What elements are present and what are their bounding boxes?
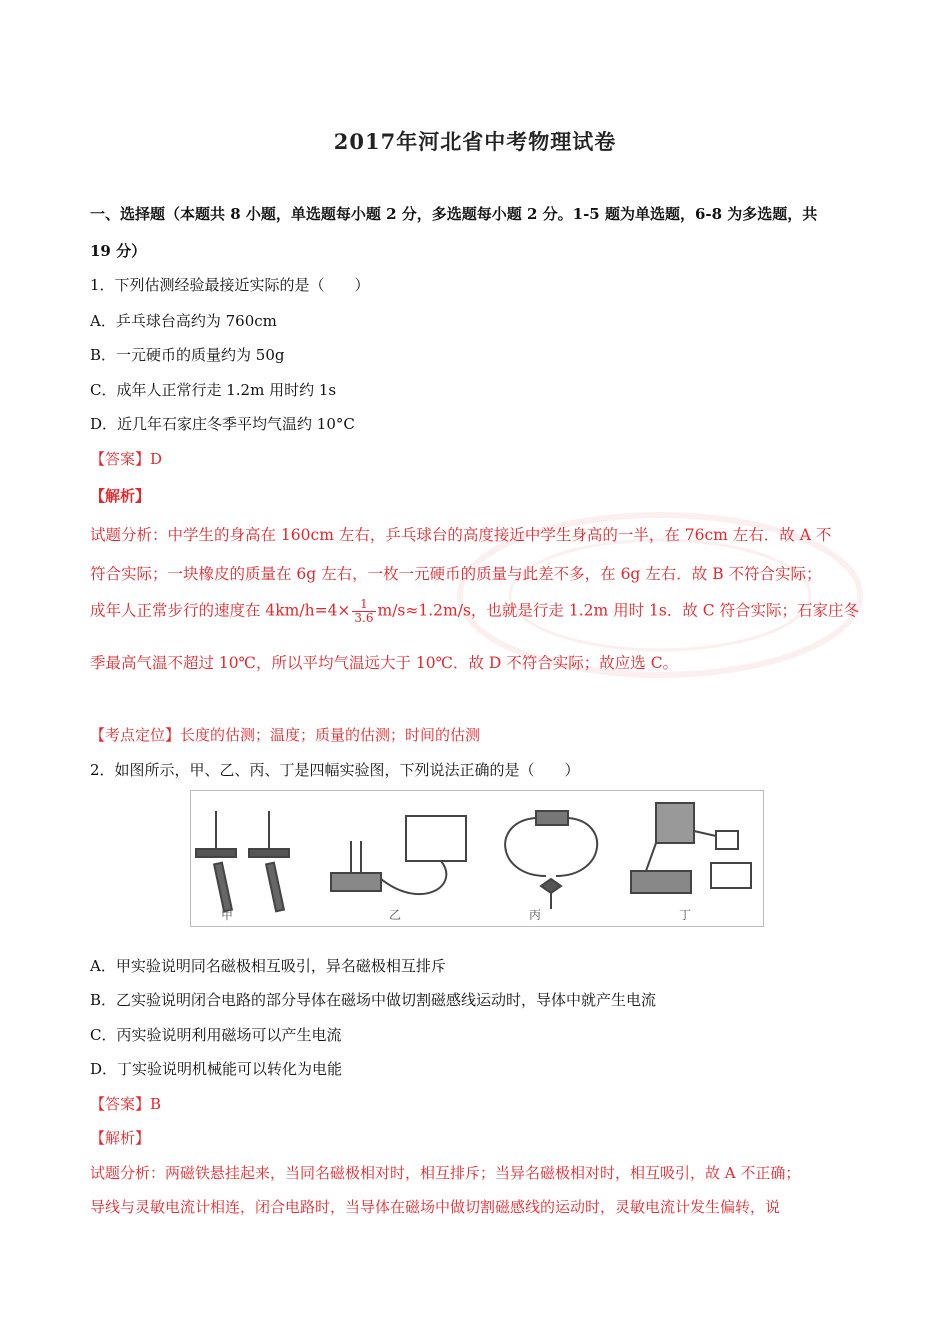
q1-analysis-line: 试题分析：中学生的身高在 160cm 左右，乒乓球台的高度接近中学生身高的一半，在 76cm 左右．故 A 不 (90, 526, 832, 544)
q1-kaodian-label: 【考点定位】 (90, 726, 181, 744)
q1-answer (90, 448, 162, 469)
q2-stem: 2．如图所示，甲、乙、丙、丁是四幅实验图，下列说法正确的是（ ） (90, 761, 580, 779)
q1-analysis-pre: 成年人正常步行的速度在 4km/h=4× (90, 601, 351, 620)
q1-kaodian-text: 长度的估测；温度；质量的估测；时间的估测 (180, 726, 481, 744)
q1-option-a: A．乒乓球台高约为 760cm (90, 312, 277, 330)
q1-answer-value: D (150, 450, 163, 468)
fraction (352, 598, 375, 625)
q2-analysis-label: 【解析】 (90, 1129, 151, 1147)
figure-label-ding: 丁 (679, 908, 692, 922)
q2-option-d: D．丁实验说明机械能可以转化为电能 (90, 1060, 343, 1078)
figure-label-yi: 乙 (389, 908, 402, 922)
q2-option-a: A．甲实验说明同名磁极相互吸引，异名磁极相互排斥 (90, 957, 446, 975)
q2-analysis-line: 试题分析：两磁铁悬挂起来，当同名磁极相对时，相互排斥；当异名磁极相对时，相互吸引，故 A 不正确； (90, 1164, 801, 1182)
section-heading-cont: 19 分） (90, 242, 147, 260)
q2-option-c: C．丙实验说明利用磁场可以产生电流 (90, 1026, 342, 1044)
q1-analysis-label: 【解析】 (90, 487, 151, 505)
q1-analysis-post: m/s≈1.2m/s，也就是行走 1.2m 用时 1s．故 C 符合实际；石家庄冬 (377, 601, 860, 620)
q2-answer-label: 【答案】 (90, 1095, 151, 1113)
q1-analysis-line-formula (90, 598, 859, 625)
q2-answer-value: B (150, 1095, 162, 1113)
q1-kaodian (90, 724, 480, 745)
page-title: 2017年河北省中考物理试卷 (333, 129, 617, 154)
section-heading: 一、选择题（本题共 8 小题，单选题每小题 2 分，多选题每小题 2 分。1-5 题为单选题，6-8 为多选题，共 (90, 205, 818, 223)
experiment-figure (190, 790, 764, 927)
q2-answer (90, 1093, 161, 1114)
q1-option-d: D．近几年石家庄冬季平均气温约 10°C (90, 415, 355, 433)
q2-option-b: B．乙实验说明闭合电路的部分导体在磁场中做切割磁感线运动时，导体中就产生电流 (90, 991, 657, 1009)
q2-analysis-line: 导线与灵敏电流计相连，闭合电路时，当导体在磁场中做切割磁感线的运动时，灵敏电流计发生偏转，说 (90, 1198, 781, 1216)
experiment-drawings (191, 791, 763, 926)
figure-label-bing: 丙 (529, 908, 542, 922)
fraction-numerator: 1 (352, 598, 375, 612)
q1-analysis-line: 符合实际；一块橡皮的质量在 6g 左右，一枚一元硬币的质量与此差不多，在 6g 左右．故 B 不符合实际； (90, 565, 822, 583)
figure-label-jia: 甲 (221, 908, 234, 922)
q1-analysis-line: 季最高气温不超过 10℃，所以平均气温远大于 10℃．故 D 不符合实际；故应选 C。 (90, 654, 679, 672)
fraction-denominator: 3.6 (354, 611, 374, 625)
q1-option-c: C．成年人正常行走 1.2m 用时约 1s (90, 381, 337, 399)
q1-answer-label: 【答案】 (90, 450, 151, 468)
q1-option-b: B．一元硬币的质量约为 50g (90, 346, 285, 364)
q1-stem: 1．下列估测经验最接近实际的是（ ） (90, 276, 370, 294)
